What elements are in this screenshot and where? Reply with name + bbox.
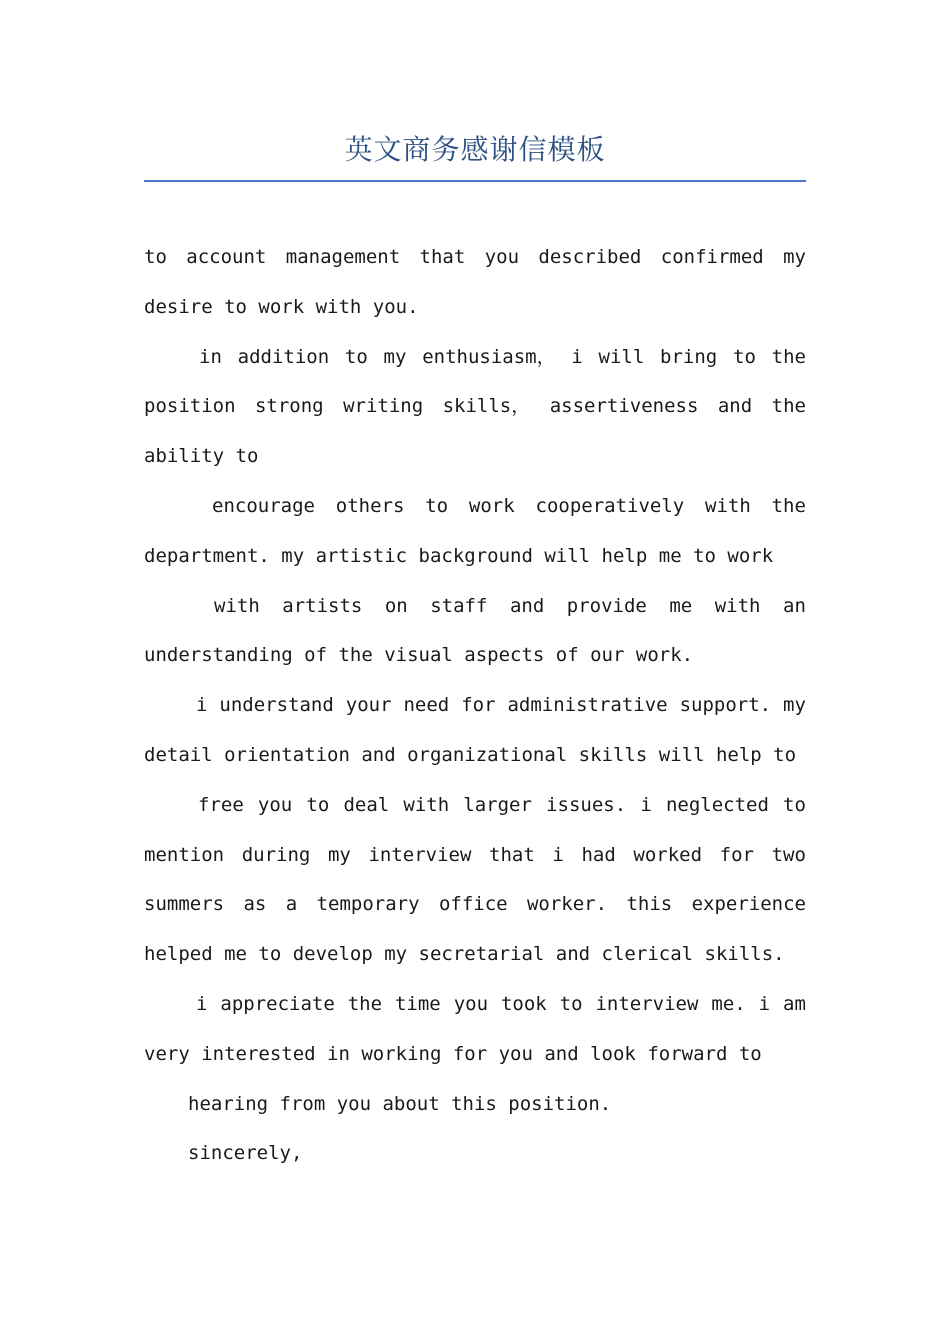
word: two [771, 843, 806, 866]
word: interview [595, 992, 699, 1015]
word: that [489, 843, 535, 866]
word: mention [144, 843, 225, 866]
word: appreciate [220, 992, 335, 1015]
word: work [468, 494, 515, 517]
word: to [559, 992, 583, 1015]
word: with [714, 594, 761, 617]
word: to [144, 246, 167, 268]
text-line: hearing from you about this position. [188, 1092, 612, 1115]
text-line: sincerely, [188, 1142, 303, 1165]
word: during [241, 843, 311, 866]
word: to [425, 494, 449, 517]
word: that [419, 246, 466, 268]
word: will [598, 345, 645, 368]
title-underline [144, 180, 806, 182]
text-line [144, 482, 806, 532]
word: and [509, 594, 545, 617]
word: i [196, 694, 208, 717]
word: bring [660, 345, 718, 368]
word: on [384, 594, 408, 617]
word: strong [254, 395, 324, 418]
letter-body [144, 233, 806, 1179]
word: to [306, 793, 330, 816]
text-line: very interested in working for you and look forward to [144, 1042, 762, 1065]
text-line: department. my artistic background will help me to work [144, 544, 774, 567]
word: with [214, 594, 260, 617]
text-line [144, 233, 806, 283]
word: skills， [442, 395, 531, 418]
word: time [394, 992, 441, 1015]
word: a [285, 893, 298, 916]
word: management [285, 246, 401, 268]
word: my [383, 345, 407, 368]
word: with [705, 494, 751, 517]
word: the [771, 494, 806, 517]
word: provide [566, 594, 647, 617]
word: writing [343, 395, 424, 418]
word: you [453, 992, 489, 1015]
word: worked [633, 843, 703, 866]
word: neglected [665, 793, 769, 816]
word: addition [237, 345, 330, 368]
word: enthusiasm， [422, 345, 556, 368]
word: artists [282, 594, 363, 617]
text-line [144, 333, 806, 383]
text-line: detail orientation and organizational skills will help to [144, 743, 797, 766]
word: an [783, 594, 806, 617]
text-line [144, 382, 806, 432]
word: you [484, 246, 520, 268]
document-title: 英文商务感谢信模板 [344, 133, 606, 166]
word: account [186, 246, 267, 268]
word: the [771, 345, 806, 368]
text-line: understanding of the visual aspects of our work. [144, 644, 694, 667]
word: my [783, 694, 806, 717]
word: for [461, 694, 496, 717]
text-line [144, 880, 806, 930]
text-line [144, 980, 806, 1030]
word: this [626, 893, 673, 916]
word: others [335, 494, 405, 517]
word: need [403, 694, 450, 717]
word: me [669, 594, 693, 617]
text-line [144, 582, 806, 632]
word: me. [711, 992, 746, 1015]
word: i [552, 843, 564, 866]
text-line [144, 681, 806, 731]
word: cooperatively [535, 494, 685, 517]
word: for [719, 843, 754, 866]
word: i [196, 992, 208, 1015]
word: the [771, 395, 806, 418]
text-line [144, 831, 806, 881]
word: to [783, 793, 806, 816]
word: larger [463, 793, 532, 816]
word: free [198, 793, 244, 816]
word: office [438, 893, 508, 916]
word: i [571, 345, 583, 368]
word: and [717, 395, 753, 418]
word: deal [343, 793, 390, 816]
text-line: ability to [144, 445, 259, 468]
word: understand [219, 694, 334, 717]
word: support. [679, 694, 772, 717]
word: described [538, 246, 642, 268]
text-line: desire to work with you. [144, 295, 419, 318]
text-line: helped me to develop my secretarial and clerical skills. [144, 943, 785, 966]
word: staff [430, 594, 488, 617]
word: i [640, 793, 652, 816]
word: had [581, 843, 616, 866]
word: am [783, 992, 806, 1015]
word: i [758, 992, 771, 1015]
word: confirmed [660, 246, 764, 268]
word: worker. [526, 893, 608, 916]
word: to [344, 345, 368, 368]
word: issues. [546, 793, 627, 816]
word: you [257, 793, 293, 816]
word: administrative [507, 694, 668, 717]
word: experience [691, 893, 806, 916]
word: temporary [316, 893, 420, 916]
text-line [144, 781, 806, 831]
word: with [403, 793, 450, 816]
word: interview [368, 843, 472, 866]
word: as [243, 893, 267, 916]
word: to [733, 345, 756, 368]
word: my [327, 843, 351, 866]
word: my [783, 246, 806, 268]
word: assertiveness [549, 395, 699, 418]
word: in [199, 345, 222, 368]
word: position [144, 395, 236, 418]
word: your [345, 694, 392, 717]
word: encourage [212, 494, 315, 517]
word: took [500, 992, 547, 1015]
word: summers [144, 893, 225, 916]
word: the [347, 992, 383, 1015]
